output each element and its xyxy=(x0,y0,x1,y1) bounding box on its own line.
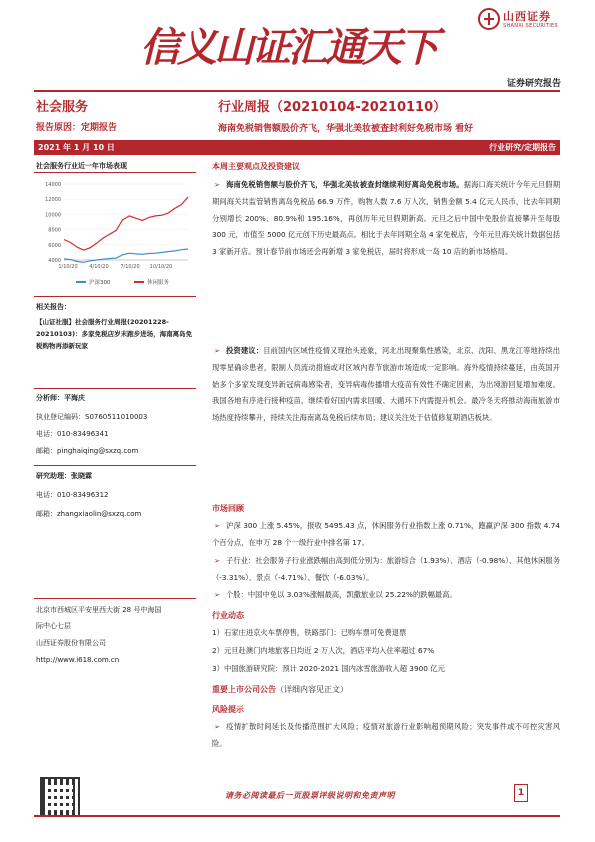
paragraph-duty-free xyxy=(212,177,560,261)
document-type: 证券研究报告 xyxy=(506,79,561,89)
paragraph-text: 子行业：社会服务子行业涨跌幅由高到低分别为：旅游综合（1.93%）、酒店（-0.98%）、其他休闲服务（-3.31%）、景点（-4.71%）、餐饮（-6.03%）。 xyxy=(212,556,560,582)
company-name: 山西证券股份有限公司 xyxy=(36,639,106,647)
paragraph-text: 个股：中国中免以 3.03%涨幅最高，凯撒旅业以 25.22%的跌幅最高。 xyxy=(226,590,457,599)
brand-name-cn: 山西证券 xyxy=(503,10,551,23)
related-report-link[interactable]: 【山证社服】社会服务行业周报(20201228-20210103)：多家免税店岁末跑步进场，海南离岛免税购物再添新玩家 xyxy=(36,318,193,351)
analyst-divider xyxy=(34,388,196,389)
section-heading-risk: 风险提示 xyxy=(212,705,244,714)
chart-y-tick-label: 14000 xyxy=(45,182,61,188)
footer-divider xyxy=(34,815,560,817)
chart-series-line-0 xyxy=(64,249,188,262)
chart-legend-label: 沪深300 xyxy=(89,280,111,286)
section-heading-market: 市场回顾 xyxy=(212,504,244,513)
chart-series-line-1 xyxy=(64,197,188,250)
chart-title-divider xyxy=(34,172,196,173)
report-date: 2021 年 1 月 10 日 xyxy=(38,143,115,152)
sidebar-divider xyxy=(34,296,196,297)
bullet-arrow-icon: ➢ xyxy=(214,722,221,731)
disclaimer-link[interactable]: 请务必阅读最后一页股票评级说明和免责声明 xyxy=(225,790,395,800)
paragraph-bold-lead: 海南免税销售额与股价齐飞，华强北美妆被查封继续利好离岛免税市场。 xyxy=(226,180,464,189)
chart-x-tick-label: 1/10/20 xyxy=(58,264,78,270)
chart-y-tick-label: 10000 xyxy=(45,212,61,219)
slogan-banner: 信义山证汇通天下 xyxy=(140,24,436,71)
paragraph-text: 据海口海关统计今年元旦假期期间海关共监管销售离岛免税品 66.9 万件，购物人数 7.6 万人次，销售金额 5.4 亿元人民币，比去年同期分别增长 200%、80.9%和 195.16%，再创历年元旦假期新高。元旦之后中国中免股价直接攀升至每股 300 元，市值至 5000 亿元创下历史最高点。相比于去年同期全岛 4 家免税店，今年元旦海关统计数据包括 3 家新开店。预计春节前市场还会再新增 3 家免税店，届时将形成一岛 10 店的新市场格局。 xyxy=(212,180,561,257)
paragraph-investment xyxy=(212,343,560,427)
report-reason: 报告原因：定期报告 xyxy=(36,123,118,133)
address-line-1: 北京市西城区平安里西大街 28 号中海国 xyxy=(36,606,162,614)
assistant-email[interactable]: 邮箱：zhangxiaolin@sxzq.com xyxy=(36,510,142,518)
qr-code-icon xyxy=(40,777,80,817)
brand-name-en: SHANXI SECURITIES xyxy=(503,23,558,29)
section-heading-news: 行业动态 xyxy=(212,611,244,620)
address-line-2: 际中心七层 xyxy=(36,622,71,630)
analyst-phone: 电话：010-83496341 xyxy=(36,430,109,438)
analyst-email[interactable]: 邮箱：pinghaiqing@sxzq.com xyxy=(36,447,139,455)
paragraph-index xyxy=(212,518,560,552)
assistant-phone: 电话：010-83496312 xyxy=(36,491,109,499)
chart-y-tick-label: 12000 xyxy=(45,197,61,204)
chart-x-tick-label: 7/10/20 xyxy=(120,264,140,270)
report-title: 行业周报（20210104-20210110） xyxy=(218,100,447,115)
chart-y-tick-label: 4000 xyxy=(48,258,61,264)
related-label: 相关报告： xyxy=(36,303,71,311)
chart-x-tick-label: 10/10/20 xyxy=(149,264,173,270)
announcements-title: 重要上市公司公告 xyxy=(212,685,276,694)
news-item: 3）中国旅游研究院：预计 2020-2021 国内冰雪旅游收入超 3900 亿元 xyxy=(212,664,445,673)
brand-logo-icon xyxy=(478,8,500,30)
date-bar xyxy=(34,140,560,155)
paragraph-sub-industry xyxy=(212,553,560,587)
chart-y-tick-label: 8000 xyxy=(48,227,61,234)
bullet-arrow-icon: ➢ xyxy=(214,521,221,530)
bullet-arrow-icon: ➢ xyxy=(214,180,221,189)
bullet-arrow-icon: ➢ xyxy=(214,346,221,355)
paragraph-text: 疫情扩散时间延长及传播范围扩大风险；疫情对旅游行业影响超预期风险；突发事件或不可控灾害风险。 xyxy=(212,722,560,748)
industry-label: 社会服务 xyxy=(36,100,89,115)
news-item: 1）石家庄进京火车票停售，铁路部门：已购车票可免费退票 xyxy=(212,628,407,637)
news-item: 2）元旦赴澳门内地旅客日均近 2 万人次，酒店平均入住率超过 67% xyxy=(212,646,435,655)
analyst-name: 分析师：平海庆 xyxy=(36,394,85,402)
paragraph-text: 沪深 300 上涨 5.45%，报收 5495.43 点，休闲服务行业指数上涨 0.71%，跑赢沪深 300 指数 4.74 个百分点，在申万 28 个一级行业中排名第 17。 xyxy=(212,521,560,547)
analyst-cert: 执业登记编码：S0760511010003 xyxy=(36,413,148,421)
report-headline: 海南免税销售额股价齐飞，华强北美妆被查封利好免税市场 看好 xyxy=(218,124,474,134)
header-divider xyxy=(34,90,560,92)
bullet-arrow-icon: ➢ xyxy=(214,590,221,599)
chart-legend-label: 休闲服务 xyxy=(147,280,170,286)
paragraph-risk xyxy=(212,719,560,753)
chart-x-tick-label: 4/10/20 xyxy=(89,264,109,270)
section-heading-announcements xyxy=(212,684,348,695)
company-website[interactable]: http://www.i618.com.cn xyxy=(36,656,120,664)
address-divider xyxy=(34,598,196,599)
chart-y-tick-label: 6000 xyxy=(48,242,61,249)
paragraph-stocks xyxy=(212,587,560,604)
chart-title: 社会服务行业近一年市场表现 xyxy=(36,162,127,170)
paragraph-bold-lead: 投资建议： xyxy=(226,346,264,355)
assistant-name: 研究助理：张晓霖 xyxy=(36,472,92,480)
report-category: 行业研究/定期报告 xyxy=(489,143,556,152)
bullet-arrow-icon: ➢ xyxy=(214,556,221,565)
page-number: 1 xyxy=(514,784,528,802)
market-performance-chart xyxy=(36,178,196,290)
assistant-divider xyxy=(34,465,196,466)
section-heading-views: 本周主要观点及投资建议 xyxy=(212,162,300,171)
paragraph-text: 目前国内区域性疫情又现抬头迹象，河北出现聚集性感染，北京、沈阳、黑龙江等地持续出现零星确诊患者，限制人员流动措施或对区域内春节旅游市场造成一定影响。海外疫情持续蔓延，由英国开始多个多家发现变异新冠病毒感染者，变异病毒传播增大疫苗有效性不确定因素，为出境游回复增加难度。我国各地有序进行接种疫苗，继续看好国内需求回暖、大循环下内需提升机会。最冷冬天将推动海南旅游市场热度持续攀升，持续关注海南离岛免税后续布局；建议关注处于估值修复期酒店板块。 xyxy=(212,346,561,423)
announcements-note: （详细内容见正文） xyxy=(276,685,348,694)
